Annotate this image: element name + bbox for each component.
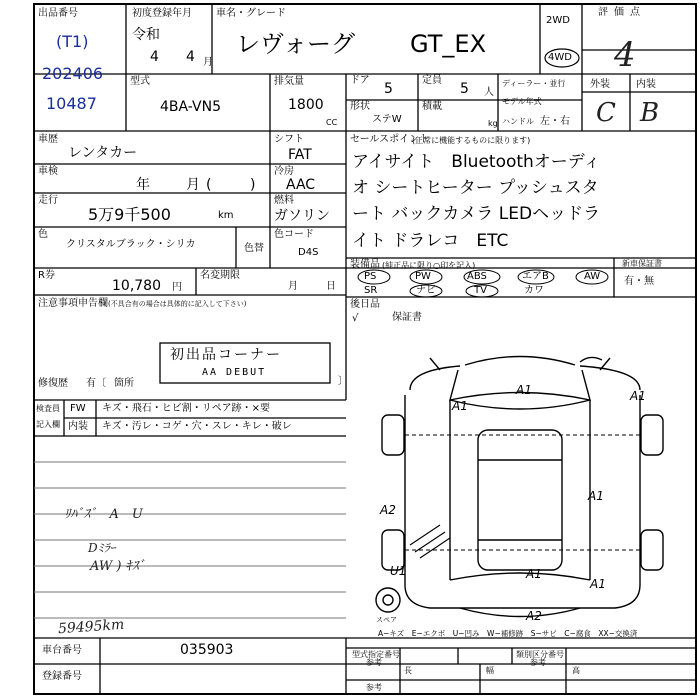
- handle-label: ハンドル: [502, 117, 534, 126]
- inspection-paren-close: ): [250, 177, 256, 193]
- damage-mark-6: A1: [526, 567, 542, 581]
- capacity-label: 定員: [422, 75, 442, 86]
- name-grade-label: 車名・グレード: [216, 8, 286, 19]
- damage-mark-4: A1: [588, 489, 604, 503]
- equipment-label: 装備品: [350, 259, 380, 270]
- displacement-label: 排気量: [274, 76, 304, 87]
- equip-ps: PS: [364, 271, 377, 282]
- fuel-label: 燃料: [274, 195, 294, 206]
- first-registration-label: 初度登録年月: [132, 8, 192, 19]
- interior-grade: B: [640, 98, 660, 128]
- grade: GT_EX: [410, 30, 487, 58]
- shape: ステW: [372, 114, 402, 125]
- displacement: 1800: [288, 97, 324, 113]
- damage-mark-7: U1: [390, 564, 407, 578]
- debut-stamp-line1: 初出品コーナー: [170, 347, 282, 363]
- chassis-number: 035903: [180, 642, 234, 658]
- registration-number-label: 登録番号: [42, 671, 82, 682]
- inspector-fw-items: キズ・飛石・ヒビ割・リペア跡・×要: [102, 403, 270, 414]
- reg-year: 4: [150, 49, 159, 65]
- exterior-grade: C: [596, 98, 616, 128]
- notes-label: 注意事項申告欄: [38, 298, 108, 309]
- lot-number-1: 202406: [42, 64, 104, 83]
- repair-close: 〕: [338, 376, 348, 387]
- history-label: 車歴: [38, 134, 58, 145]
- load-label: 積載: [422, 101, 442, 112]
- mileage-label: 走行: [38, 195, 58, 206]
- certified-reference: 参考: [366, 658, 382, 667]
- damage-legend: A−キズ E−エクボ U−凹み W−補修跡 S−サビ C−腐食 XX−交換済: [378, 629, 638, 638]
- repair-unit: 箇所: [114, 378, 134, 389]
- equip-leather: カワ: [524, 285, 544, 296]
- inspector-label-2: 記入欄: [36, 420, 60, 429]
- repair-label: 修復歴: [38, 378, 68, 389]
- model-type-label: 型式: [130, 76, 150, 87]
- odometer-hand-note: 59495km: [57, 616, 125, 638]
- new-car-warranty-label: 新車保証書: [622, 259, 662, 268]
- hand-note-2: Dﾐﾗｰ: [88, 541, 116, 555]
- sales-point-line-2: オ シートヒーター プッシュスタ: [352, 178, 599, 198]
- sales-point-label: セールスポイント: [350, 134, 430, 145]
- classification-reference: 参考: [530, 658, 546, 667]
- fuel: ガソリン: [274, 208, 330, 224]
- registration-limit-label: 名変期限: [200, 270, 240, 281]
- width-label: 幅: [486, 666, 494, 675]
- doors: 5: [384, 81, 393, 97]
- equip-navi: ナビ: [416, 285, 436, 296]
- notes-sublabel: (不具合有の場合は具体的に記入して下さい): [108, 300, 247, 308]
- door-label: ドア: [350, 75, 370, 86]
- after-items-value: 保証書: [392, 312, 422, 323]
- history: レンタカー: [68, 145, 138, 161]
- color-code: D4S: [298, 247, 319, 258]
- chassis-label: 車台番号: [42, 645, 82, 656]
- color-code-label: 色コード: [274, 229, 314, 240]
- sales-point-line-4: イト ドラレコ ETC: [352, 231, 509, 251]
- ac: AAC: [286, 177, 316, 193]
- recycle-fee: 10,780: [112, 278, 161, 294]
- shift: FAT: [288, 147, 312, 163]
- equip-aw: AW: [584, 271, 601, 282]
- damage-mark-1: A1: [516, 383, 532, 397]
- car-damage-diagram: [350, 330, 696, 630]
- exterior-label: 外装: [590, 79, 610, 90]
- sales-point-sublabel: (正常に機能するものに限ります): [412, 136, 531, 145]
- score-label: 評価点: [598, 7, 646, 18]
- spare-label: スペア: [376, 616, 397, 624]
- inspection-year: 年: [136, 177, 150, 193]
- handle: 左・右: [540, 116, 570, 127]
- color-label: 色: [38, 229, 48, 240]
- check-mark: √: [352, 313, 359, 324]
- inspection-month: 月: [186, 177, 200, 193]
- certified-number-label: 型式指定番号: [352, 650, 400, 659]
- capacity: 5: [460, 81, 469, 97]
- inspector-fw: FW: [70, 403, 86, 414]
- size-reference: 参考: [366, 683, 382, 692]
- equip-tv: TV: [474, 285, 487, 296]
- height-label: 高: [572, 666, 580, 675]
- sales-point-line-3: ート バックカメラ LEDヘッドラ: [352, 204, 601, 224]
- damage-mark-2: A1: [452, 399, 468, 413]
- hand-note-1: ﾘﾊﾞｽﾞ A U: [64, 507, 143, 522]
- damage-mark-8: A1: [590, 577, 606, 591]
- damage-mark-3: A1: [630, 389, 646, 403]
- recycle-label: R券: [38, 270, 55, 281]
- mileage: 5万9千500: [88, 205, 171, 224]
- inspector-label-1: 検査員: [36, 404, 60, 413]
- inspection-paren-open: (: [206, 177, 212, 193]
- equip-airbag: エアB: [522, 271, 549, 282]
- shape-label: 形状: [350, 101, 370, 112]
- era: 令和: [132, 27, 160, 43]
- reg-month: 4: [186, 49, 195, 65]
- equip-abs: ABS: [467, 271, 487, 282]
- classification-label: 類別区分番号: [516, 650, 564, 659]
- color: クリスタルブラック・シリカ: [66, 239, 196, 250]
- equipment-sublabel: (純正品に限り○印を記入): [382, 261, 476, 270]
- inspector-int-items: キズ・汚レ・コゲ・穴・スレ・キレ・破レ: [102, 421, 292, 432]
- km-unit: km: [218, 210, 234, 221]
- new-car-warranty: 有・無: [624, 276, 654, 287]
- after-items-label: 後日品: [350, 299, 380, 310]
- equip-sr: SR: [364, 285, 378, 296]
- score: 4: [614, 35, 636, 75]
- dealer-label: ディーラー・並行: [502, 79, 566, 88]
- lot-number-2: 10487: [46, 94, 97, 113]
- equip-pw: PW: [415, 271, 431, 282]
- shift-label: シフト: [274, 134, 304, 145]
- damage-mark-5: A2: [380, 503, 396, 517]
- lot-prefix: (T1): [56, 32, 89, 51]
- cc-unit: CC: [326, 118, 338, 127]
- kg-unit: kg: [488, 119, 498, 128]
- lot-label: 出品番号: [38, 8, 78, 19]
- model-year-label: モデル年式: [502, 97, 542, 106]
- inspector-interior: 内装: [68, 421, 88, 432]
- limit-day: 日: [326, 281, 336, 292]
- damage-mark-9: A2: [526, 609, 542, 623]
- color-change-label: 色替: [244, 243, 264, 254]
- capacity-unit: 人: [484, 87, 494, 98]
- sales-point-line-1: アイサイト Bluetoothオーディ: [352, 152, 601, 172]
- model-type: 4BA-VN5: [160, 99, 221, 115]
- hand-note-3: AW ) ｷｽﾞ: [90, 559, 146, 574]
- drive-2wd: 2WD: [546, 15, 570, 26]
- drive-4wd: 4WD: [548, 52, 572, 63]
- limit-month: 月: [288, 281, 298, 292]
- repair-value: 有〔: [86, 378, 106, 389]
- length-label: 長: [404, 666, 412, 675]
- ac-label: 冷房: [274, 166, 294, 177]
- debut-stamp-line2: AA DEBUT: [202, 367, 267, 378]
- yen-unit: 円: [172, 282, 182, 293]
- inspection-label: 車検: [38, 166, 58, 177]
- interior-label: 内装: [636, 79, 656, 90]
- month-unit: 月: [203, 57, 213, 68]
- car-name: レヴォーグ: [236, 30, 356, 58]
